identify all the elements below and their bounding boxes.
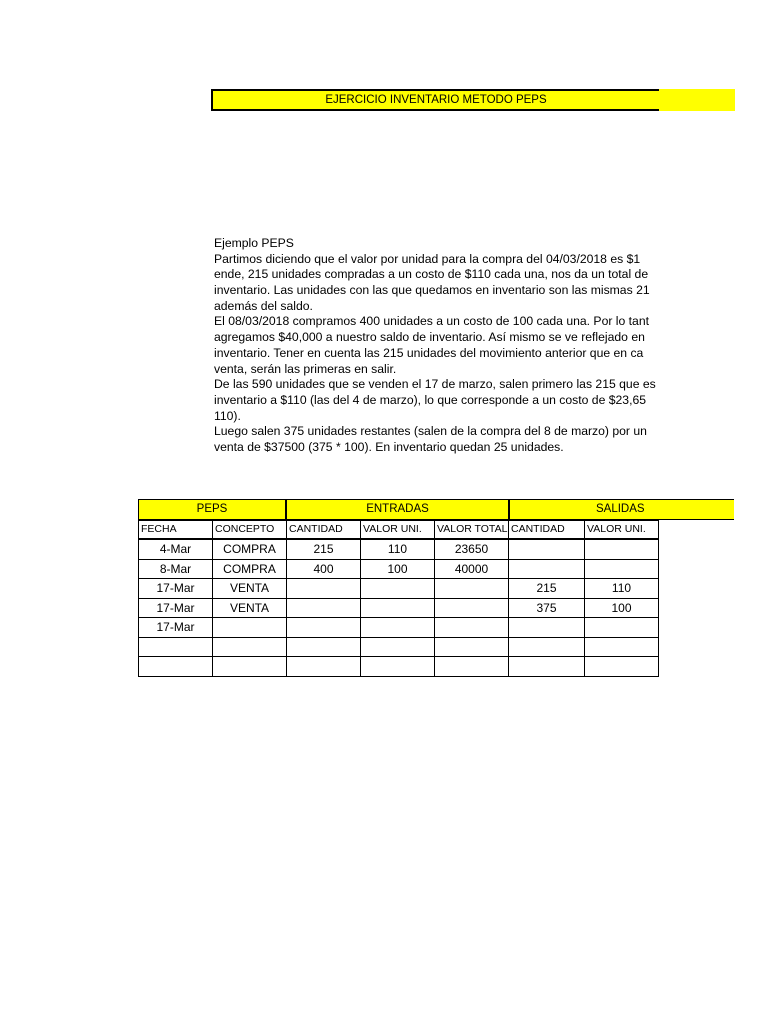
table-cell [138, 637, 213, 658]
paragraph-line: además del saldo. [214, 298, 313, 313]
table-cell [508, 656, 585, 677]
table-cell [286, 598, 361, 619]
paragraph-line: Ejemplo PEPS [214, 236, 294, 250]
table-cell: VENTA [212, 598, 287, 619]
column-header: VALOR UNI. [360, 520, 435, 539]
table-cell [360, 637, 435, 658]
title-banner [211, 89, 733, 111]
table-cell [434, 598, 509, 619]
table-cell: 215 [508, 578, 585, 599]
table-cell [584, 539, 659, 560]
table-cell: 400 [286, 559, 361, 580]
paragraph-line: El 08/03/2018 compramos 400 unidades a un costo de 100 cada una. Por lo tant [214, 314, 649, 329]
table-cell [584, 559, 659, 580]
paragraph-line: venta, serán las primeras en salir. [214, 361, 397, 376]
column-header: CANTIDAD [508, 520, 585, 539]
table-cell [434, 637, 509, 658]
group-header-salidas: SALIDAS [509, 499, 734, 520]
table-cell [286, 656, 361, 677]
table-cell [212, 656, 287, 677]
table-cell [360, 656, 435, 677]
table-cell [508, 617, 585, 638]
column-header: VALOR UNI. [584, 520, 659, 539]
column-header: CANTIDAD [286, 520, 361, 539]
table-cell: 17-Mar [138, 598, 213, 619]
paragraph-line: inventario. Las unidades con las que quedamos en inventario son las mismas 21 [214, 283, 650, 298]
group-header-peps: PEPS [138, 499, 286, 520]
table-cell: 17-Mar [138, 617, 213, 638]
table-cell: 110 [360, 539, 435, 560]
paragraph-line: inventario a $110 (las del 4 de marzo), lo que corresponde a un costo de $23,65 [214, 392, 647, 407]
paragraph-line: agregamos $40,000 a nuestro saldo de inventario. Así mismo se ve reflejado en [214, 330, 645, 345]
column-header: VALOR TOTAL [434, 520, 509, 539]
table-cell [434, 656, 509, 677]
table-cell [360, 617, 435, 638]
table-cell [212, 617, 287, 638]
table-cell: 375 [508, 598, 585, 619]
paragraph-line: ende, 215 unidades compradas a un costo de $110 cada una, nos da un total de [214, 267, 649, 282]
table-cell: 100 [584, 598, 659, 619]
paragraph-line: 110). [214, 408, 241, 423]
group-header-entradas: ENTRADAS [286, 499, 509, 520]
table-cell [286, 578, 361, 599]
table-cell [286, 617, 361, 638]
column-header: FECHA [138, 520, 213, 539]
table-cell [212, 637, 287, 658]
table-cell: 100 [360, 559, 435, 580]
table-cell [434, 578, 509, 599]
page-title: EJERCICIO INVENTARIO METODO PEPS [325, 94, 547, 106]
table-cell: 110 [584, 578, 659, 599]
table-cell [508, 539, 585, 560]
paragraph-line: inventario. Tener en cuenta las 215 unidades del movimiento anterior que en ca [214, 345, 644, 360]
paragraph-line: De las 590 unidades que se venden el 17 de marzo, salen primero las 215 que es [214, 377, 656, 392]
table-cell: 215 [286, 539, 361, 560]
table-cell: 8-Mar [138, 559, 213, 580]
column-header: CONCEPTO [212, 520, 287, 539]
table-cell: 4-Mar [138, 539, 213, 560]
table-cell [138, 656, 213, 677]
explanation-paragraph [214, 236, 660, 456]
table-cell: COMPRA [212, 559, 287, 580]
table-cell [584, 617, 659, 638]
table-cell [434, 617, 509, 638]
table-cell [360, 598, 435, 619]
paragraph-line: Partimos diciendo que el valor por unidad para la compra del 04/03/2018 es $1 [214, 251, 641, 266]
table-cell: 40000 [434, 559, 509, 580]
table-cell [286, 637, 361, 658]
table-cell: VENTA [212, 578, 287, 599]
table-cell: 17-Mar [138, 578, 213, 599]
table-cell [508, 637, 585, 658]
table-cell: 23650 [434, 539, 509, 560]
title-banner-extension [659, 89, 735, 111]
table-cell [584, 637, 659, 658]
table-cell [360, 578, 435, 599]
paragraph-line: Luego salen 375 unidades restantes (salen de la compra del 8 de marzo) por un [214, 424, 647, 439]
paragraph-line: venta de $37500 (375 * 100). En inventario quedan 25 unidades. [214, 439, 564, 454]
table-cell [584, 656, 659, 677]
table-cell [508, 559, 585, 580]
table-cell: COMPRA [212, 539, 287, 560]
